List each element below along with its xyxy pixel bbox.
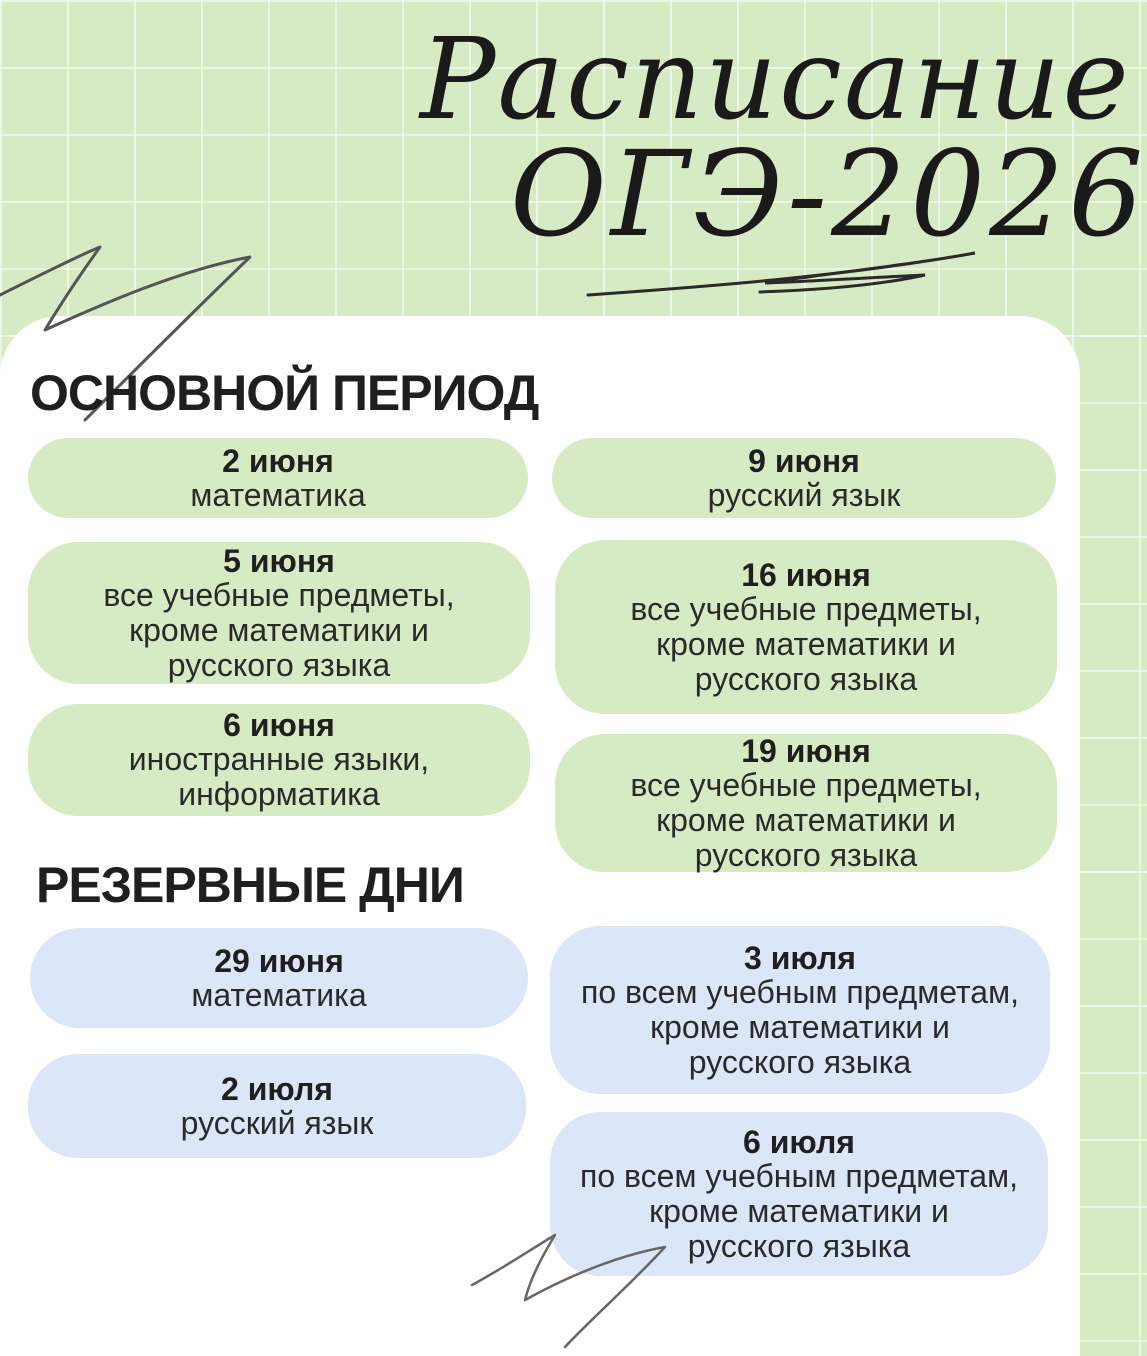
exam-subjects: русский язык (180, 1104, 374, 1141)
exam-subjects: русский язык (707, 476, 901, 513)
exam-card-main-left-3 (28, 704, 530, 816)
exam-subjects: по всем учебным предметам, кроме математики и русского языка (580, 1157, 1018, 1264)
exam-card-main-right-1 (552, 438, 1056, 518)
exam-date: 5 июня (223, 542, 335, 579)
exam-date: 2 июня (222, 442, 334, 479)
exam-date: 29 июня (214, 942, 344, 979)
exam-date: 2 июля (221, 1070, 333, 1107)
exam-subjects: математика (191, 976, 367, 1013)
exam-date: 6 июля (743, 1123, 855, 1160)
exam-subjects: все учебные предметы, кроме математики и русского языка (630, 590, 982, 697)
exam-date: 3 июля (744, 939, 856, 976)
reserve-days-heading: РЕЗЕРВНЫЕ ДНИ (36, 857, 464, 913)
exam-subjects: иностранные языки, информатика (128, 741, 430, 812)
exam-card-reserve-left-2 (28, 1054, 526, 1158)
exam-subjects: математика (190, 476, 366, 513)
exam-date: 6 июня (223, 707, 335, 743)
exam-card-reserve-left-1 (30, 928, 528, 1028)
exam-subjects: все учебные предметы, кроме математики и русского языка (630, 766, 982, 873)
exam-subjects: по всем учебным предметам, кроме математики и русского языка (581, 973, 1019, 1080)
exam-subjects: все учебные предметы, кроме математики и русского языка (103, 576, 455, 683)
title-line-2: ОГЭ-2026 (510, 125, 1147, 263)
title-line-1: Расписание (420, 15, 1131, 145)
exam-card-main-right-3 (555, 734, 1057, 872)
main-period-heading: ОСНОВНОЙ ПЕРИОД (30, 365, 539, 421)
exam-date: 19 июня (741, 732, 871, 769)
exam-card-reserve-right-2 (550, 1112, 1048, 1276)
exam-card-main-left-1 (28, 438, 528, 518)
exam-date: 9 июня (748, 442, 860, 479)
exam-date: 16 июня (741, 556, 871, 593)
exam-card-main-left-2 (28, 542, 530, 684)
exam-card-main-right-2 (555, 540, 1057, 714)
exam-card-reserve-right-1 (550, 926, 1050, 1094)
